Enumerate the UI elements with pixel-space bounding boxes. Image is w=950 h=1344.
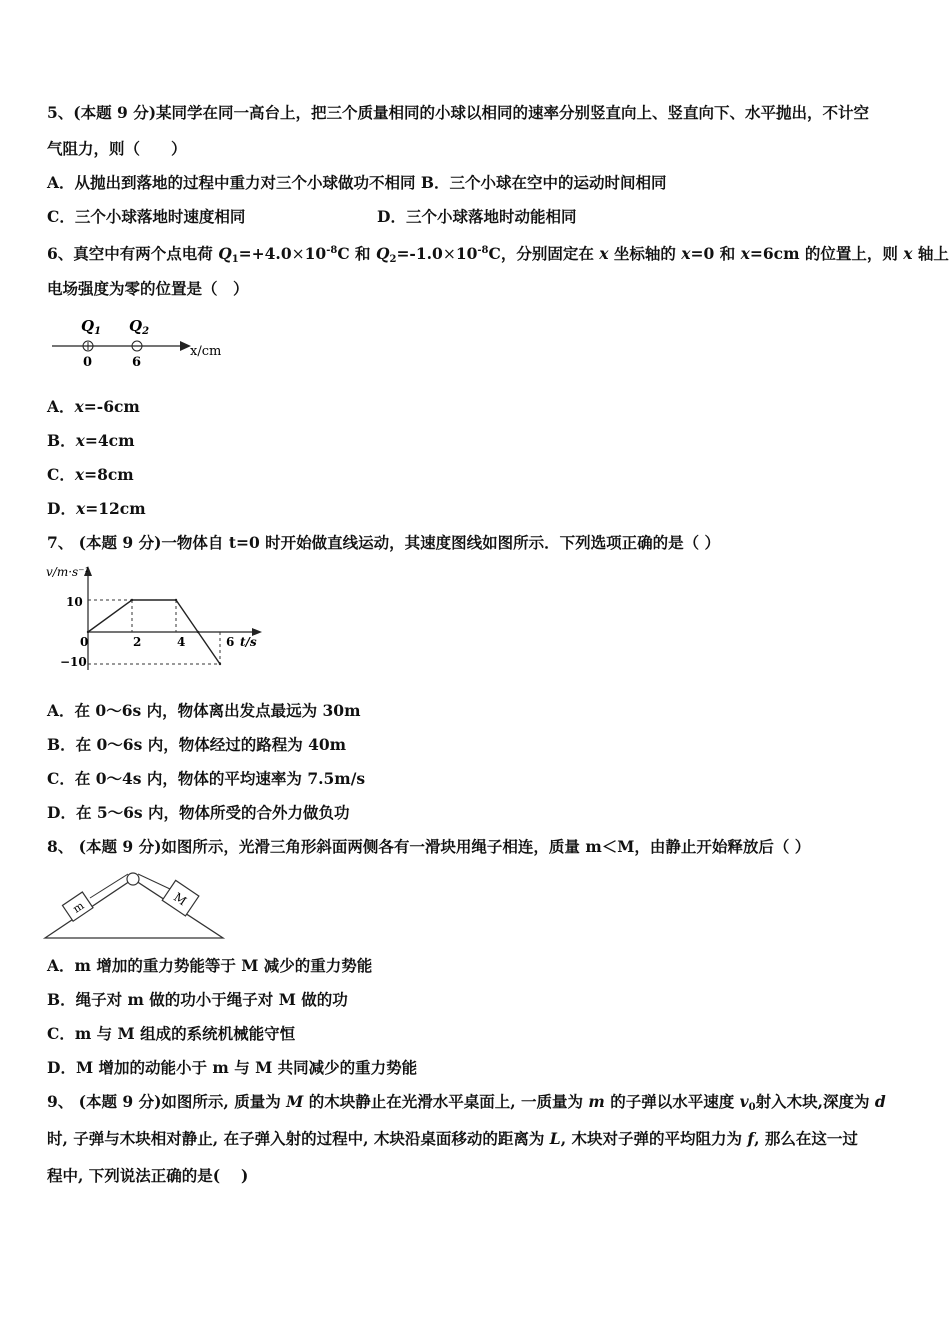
q8-rope-right xyxy=(138,874,170,889)
q7-data-point-4 xyxy=(219,663,221,665)
q9-var-f: f xyxy=(747,1129,755,1148)
q6-stem-line2: 电场强度为零的位置是（ ） xyxy=(47,279,249,298)
q6-exp: -8 xyxy=(326,245,338,256)
q7-y-tick-neg10: −10 xyxy=(60,655,87,669)
q6-option-c xyxy=(47,465,134,485)
q6-text: 轴上 xyxy=(912,244,949,263)
q6-fig-tick-0: 0 xyxy=(83,355,93,370)
q7-option-a: A．在 0～6s 内，物体离出发点最远为 30m xyxy=(47,701,361,720)
q9-text: , 那么在这一过 xyxy=(754,1129,858,1148)
q5-option-c: C．三个小球落地时速度相同 xyxy=(47,207,246,226)
q6-var-x: x xyxy=(681,244,691,263)
q6-q1-value: =+4.0 xyxy=(238,244,292,263)
option-value: =-6cm xyxy=(83,397,140,416)
q6-charge-axis-figure xyxy=(48,312,238,370)
option-letter: A． xyxy=(47,397,75,416)
q7-option-c: C．在 0～4s 内，物体的平均速率为 7.5m/s xyxy=(47,769,366,788)
q7-x-tick-6: 6 xyxy=(226,635,235,649)
q9-text: 9、 (本题 9 分)如图所示, 质量为 xyxy=(47,1092,287,1111)
q6-fig-tick-6: 6 xyxy=(132,355,142,370)
q7-data-point-2 xyxy=(175,599,177,601)
q7-stem: 7、 (本题 9 分)一物体自 t=0 时开始做直线运动，其速度图线如图所示．下列选项正确的是（ ） xyxy=(47,533,721,552)
q9-text: 的子弹以水平速度 xyxy=(604,1092,740,1111)
q8-option-d: D．M 增加的动能小于 m 与 M 共同减少的重力势能 xyxy=(47,1058,418,1077)
q6-ten: 10 xyxy=(304,244,327,263)
q8-option-b: B．绳子对 m 做的功小于绳子对 M 做的功 xyxy=(47,990,348,1009)
q5-stem-line1: 5、(本题 9 分)某同学在同一高台上，把三个质量相同的小球以相同的速率分别竖直向上、竖直向下、水平抛出，不计空 xyxy=(47,103,870,122)
q6-q2-symbol: Q xyxy=(375,244,390,263)
option-value: =12cm xyxy=(85,499,146,518)
q9-stem-line1 xyxy=(47,1092,886,1118)
q5-stem-line2: 气阻力，则（ ） xyxy=(47,139,187,158)
q6-var-x: x xyxy=(599,244,609,263)
q9-var-M: M xyxy=(286,1092,304,1111)
q7-data-point-3 xyxy=(197,631,199,633)
q6-times: × xyxy=(291,245,305,263)
q7-option-b: B．在 0～6s 内，物体经过的路程为 40m xyxy=(47,735,347,754)
q9-text: 的木块静止在光滑水平桌面上, 一质量为 xyxy=(303,1092,589,1111)
q7-x-tick-0: 0 xyxy=(80,635,89,649)
q6-times: × xyxy=(442,245,456,263)
q8-block-M xyxy=(162,880,199,916)
q9-var-L: L xyxy=(549,1129,561,1148)
q6-ten: 10 xyxy=(455,244,478,263)
q7-x-tick-2: 2 xyxy=(133,635,142,649)
option-var: x xyxy=(74,465,85,484)
q8-incline-figure xyxy=(42,866,228,942)
q6-text: C 和 xyxy=(337,244,376,263)
q7-option-d: D．在 5～6s 内，物体所受的合外力做负功 xyxy=(47,803,350,822)
q5-options-ab: A．从抛出到落地的过程中重力对三个小球做功不相同 B．三个小球在空中的运动时间相同 xyxy=(47,173,667,192)
q7-x-axis-label: t/s xyxy=(240,635,257,649)
q9-text: 射入木块,深度为 xyxy=(755,1092,875,1111)
q6-q2-value: =-1.0 xyxy=(396,244,443,263)
q6-text: =6cm 的位置上，则 xyxy=(749,244,904,263)
option-var: x xyxy=(75,499,86,518)
q9-var-d: d xyxy=(874,1092,886,1111)
q6-fig-label-q2: $Q_2$ xyxy=(129,317,150,337)
option-var: x xyxy=(75,431,85,450)
q9-var-v: v xyxy=(739,1092,749,1111)
q6-stem-line1 xyxy=(47,241,949,270)
q6-q2-sub: 2 xyxy=(389,254,397,265)
q7-velocity-time-chart xyxy=(44,562,274,674)
q5-option-d: D．三个小球落地时动能相同 xyxy=(377,207,577,226)
q7-y-axis-label: v/m·s⁻¹ xyxy=(46,565,90,579)
q6-text: =0 和 xyxy=(690,244,741,263)
option-letter: B． xyxy=(47,431,76,450)
q6-option-b xyxy=(47,431,134,451)
svg-text:m: m xyxy=(70,898,87,916)
q6-q1-sub: 1 xyxy=(231,254,239,265)
option-value: =4cm xyxy=(84,431,135,450)
option-value: =8cm xyxy=(84,465,134,484)
q6-text: 坐标轴的 xyxy=(608,244,682,263)
q6-text: 6、真空中有两个点电荷 xyxy=(47,244,219,263)
q6-q1-symbol: Q xyxy=(218,244,232,263)
q6-text: C，分别固定在 xyxy=(488,244,600,263)
q8-block-m xyxy=(62,892,93,921)
q9-stem-line2 xyxy=(47,1129,858,1149)
option-letter: C． xyxy=(47,465,75,484)
q6-exp: -8 xyxy=(477,245,489,256)
q9-var-m: m xyxy=(588,1092,605,1111)
q7-x-tick-4: 4 xyxy=(177,635,186,649)
q8-stem: 8、 (本题 9 分)如图所示，光滑三角形斜面两侧各有一滑块用绳子相连，质量 m＜M，由静止开始释放后（ ） xyxy=(47,837,811,856)
q9-var-v-sub: 0 xyxy=(748,1102,756,1113)
q6-option-a xyxy=(47,397,140,417)
q8-option-c: C．m 与 M 组成的系统机械能守恒 xyxy=(47,1024,296,1043)
option-letter: D． xyxy=(47,499,76,518)
svg-text:M: M xyxy=(171,889,190,909)
q6-fig-label-q1: $Q_1$ xyxy=(81,317,102,337)
q8-option-a: A．m 增加的重力势能等于 M 减少的重力势能 xyxy=(47,956,373,975)
q6-var-x: x xyxy=(903,244,913,263)
q6-option-d xyxy=(47,499,146,519)
q7-data-point-0 xyxy=(87,631,89,633)
q9-stem-line3: 程中, 下列说法正确的是( ) xyxy=(47,1166,249,1185)
q9-text: , 木块对子弹的平均阻力为 xyxy=(560,1129,748,1148)
q7-y-tick-10: 10 xyxy=(66,595,83,609)
q6-fig-axis-label: x/cm xyxy=(190,344,222,359)
q6-var-x: x xyxy=(740,244,750,263)
q7-data-point-1 xyxy=(131,599,133,601)
option-var: x xyxy=(74,397,84,416)
q8-pulley xyxy=(127,873,139,885)
q9-text: 时, 子弹与木块相对静止, 在子弹入射的过程中, 木块沿桌面移动的距离为 xyxy=(47,1129,550,1148)
